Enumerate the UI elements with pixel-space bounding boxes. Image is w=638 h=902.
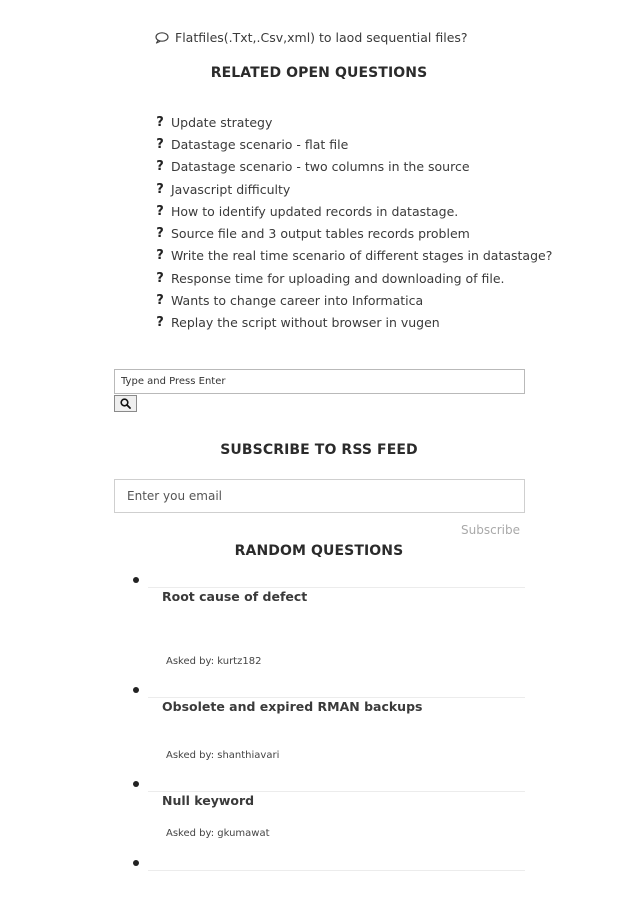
open-question-item[interactable]: [155, 111, 552, 133]
divider: [148, 870, 525, 871]
open-question-link[interactable]: Replay the script without browser in vugen: [171, 315, 440, 331]
open-question-link[interactable]: Datastage scenario - flat file: [171, 136, 349, 152]
question-mark-icon: ?: [156, 203, 164, 219]
question-mark-icon: ?: [156, 270, 164, 286]
random-questions-heading: RANDOM QUESTIONS: [234, 543, 404, 559]
email-field[interactable]: [114, 479, 525, 513]
question-mark-icon: ?: [156, 248, 164, 264]
random-question-title[interactable]: Obsolete and expired RMAN backups: [162, 699, 423, 714]
list-bullet: [133, 687, 139, 693]
open-question-item[interactable]: [155, 245, 552, 267]
open-question-item[interactable]: [155, 222, 552, 244]
open-question-link[interactable]: Datastage scenario - two columns in the source: [171, 159, 470, 175]
open-question-link[interactable]: Wants to change career into Informatica: [171, 293, 424, 309]
search-input[interactable]: [114, 369, 525, 394]
question-mark-icon: ?: [156, 315, 164, 331]
open-question-item[interactable]: [155, 156, 552, 178]
open-question-link[interactable]: Update strategy: [171, 114, 273, 130]
related-question-text: Flatfiles(.Txt,.Csv,xml) to laod sequential files?: [175, 30, 468, 45]
question-mark-icon: ?: [156, 293, 164, 309]
question-mark-icon: ?: [156, 181, 164, 197]
related-question-link[interactable]: [155, 30, 468, 45]
open-question-link[interactable]: Write the real time scenario of different stages in datastage?: [171, 248, 553, 264]
question-mark-icon: ?: [156, 159, 164, 175]
search-icon: [120, 398, 131, 409]
divider: [148, 791, 525, 792]
question-mark-icon: ?: [156, 226, 164, 242]
open-question-item[interactable]: [155, 200, 552, 222]
open-question-item[interactable]: [155, 178, 552, 200]
list-bullet: [133, 860, 139, 866]
open-question-link[interactable]: Source file and 3 output tables records problem: [171, 226, 470, 242]
subscribe-heading: SUBSCRIBE TO RSS FEED: [220, 442, 418, 458]
open-question-item[interactable]: [155, 312, 552, 334]
related-open-questions-list: [155, 111, 552, 334]
asked-by: Asked by: shanthiavari: [166, 750, 280, 761]
open-question-link[interactable]: How to identify updated records in datastage.: [171, 203, 459, 219]
open-question-link[interactable]: Javascript difficulty: [171, 181, 291, 197]
open-question-link[interactable]: Response time for uploading and downloading of file.: [171, 270, 505, 286]
related-open-questions-heading: RELATED OPEN QUESTIONS: [210, 65, 428, 81]
divider: [148, 697, 525, 698]
random-question-title[interactable]: Null keyword: [162, 793, 255, 808]
asked-by: Asked by: kurtz182: [166, 656, 262, 667]
asked-by: Asked by: gkumawat: [166, 828, 270, 839]
comment-icon: [155, 32, 169, 44]
list-bullet: [133, 781, 139, 787]
subscribe-button[interactable]: Subscribe: [461, 523, 520, 537]
divider: [148, 587, 525, 588]
list-bullet: [133, 577, 139, 583]
search-button[interactable]: [114, 395, 137, 412]
open-question-item[interactable]: [155, 267, 552, 289]
random-question-title[interactable]: Root cause of defect: [162, 589, 308, 604]
open-question-item[interactable]: [155, 289, 552, 311]
question-mark-icon: ?: [156, 136, 164, 152]
open-question-item[interactable]: [155, 133, 552, 155]
question-mark-icon: ?: [156, 114, 164, 130]
